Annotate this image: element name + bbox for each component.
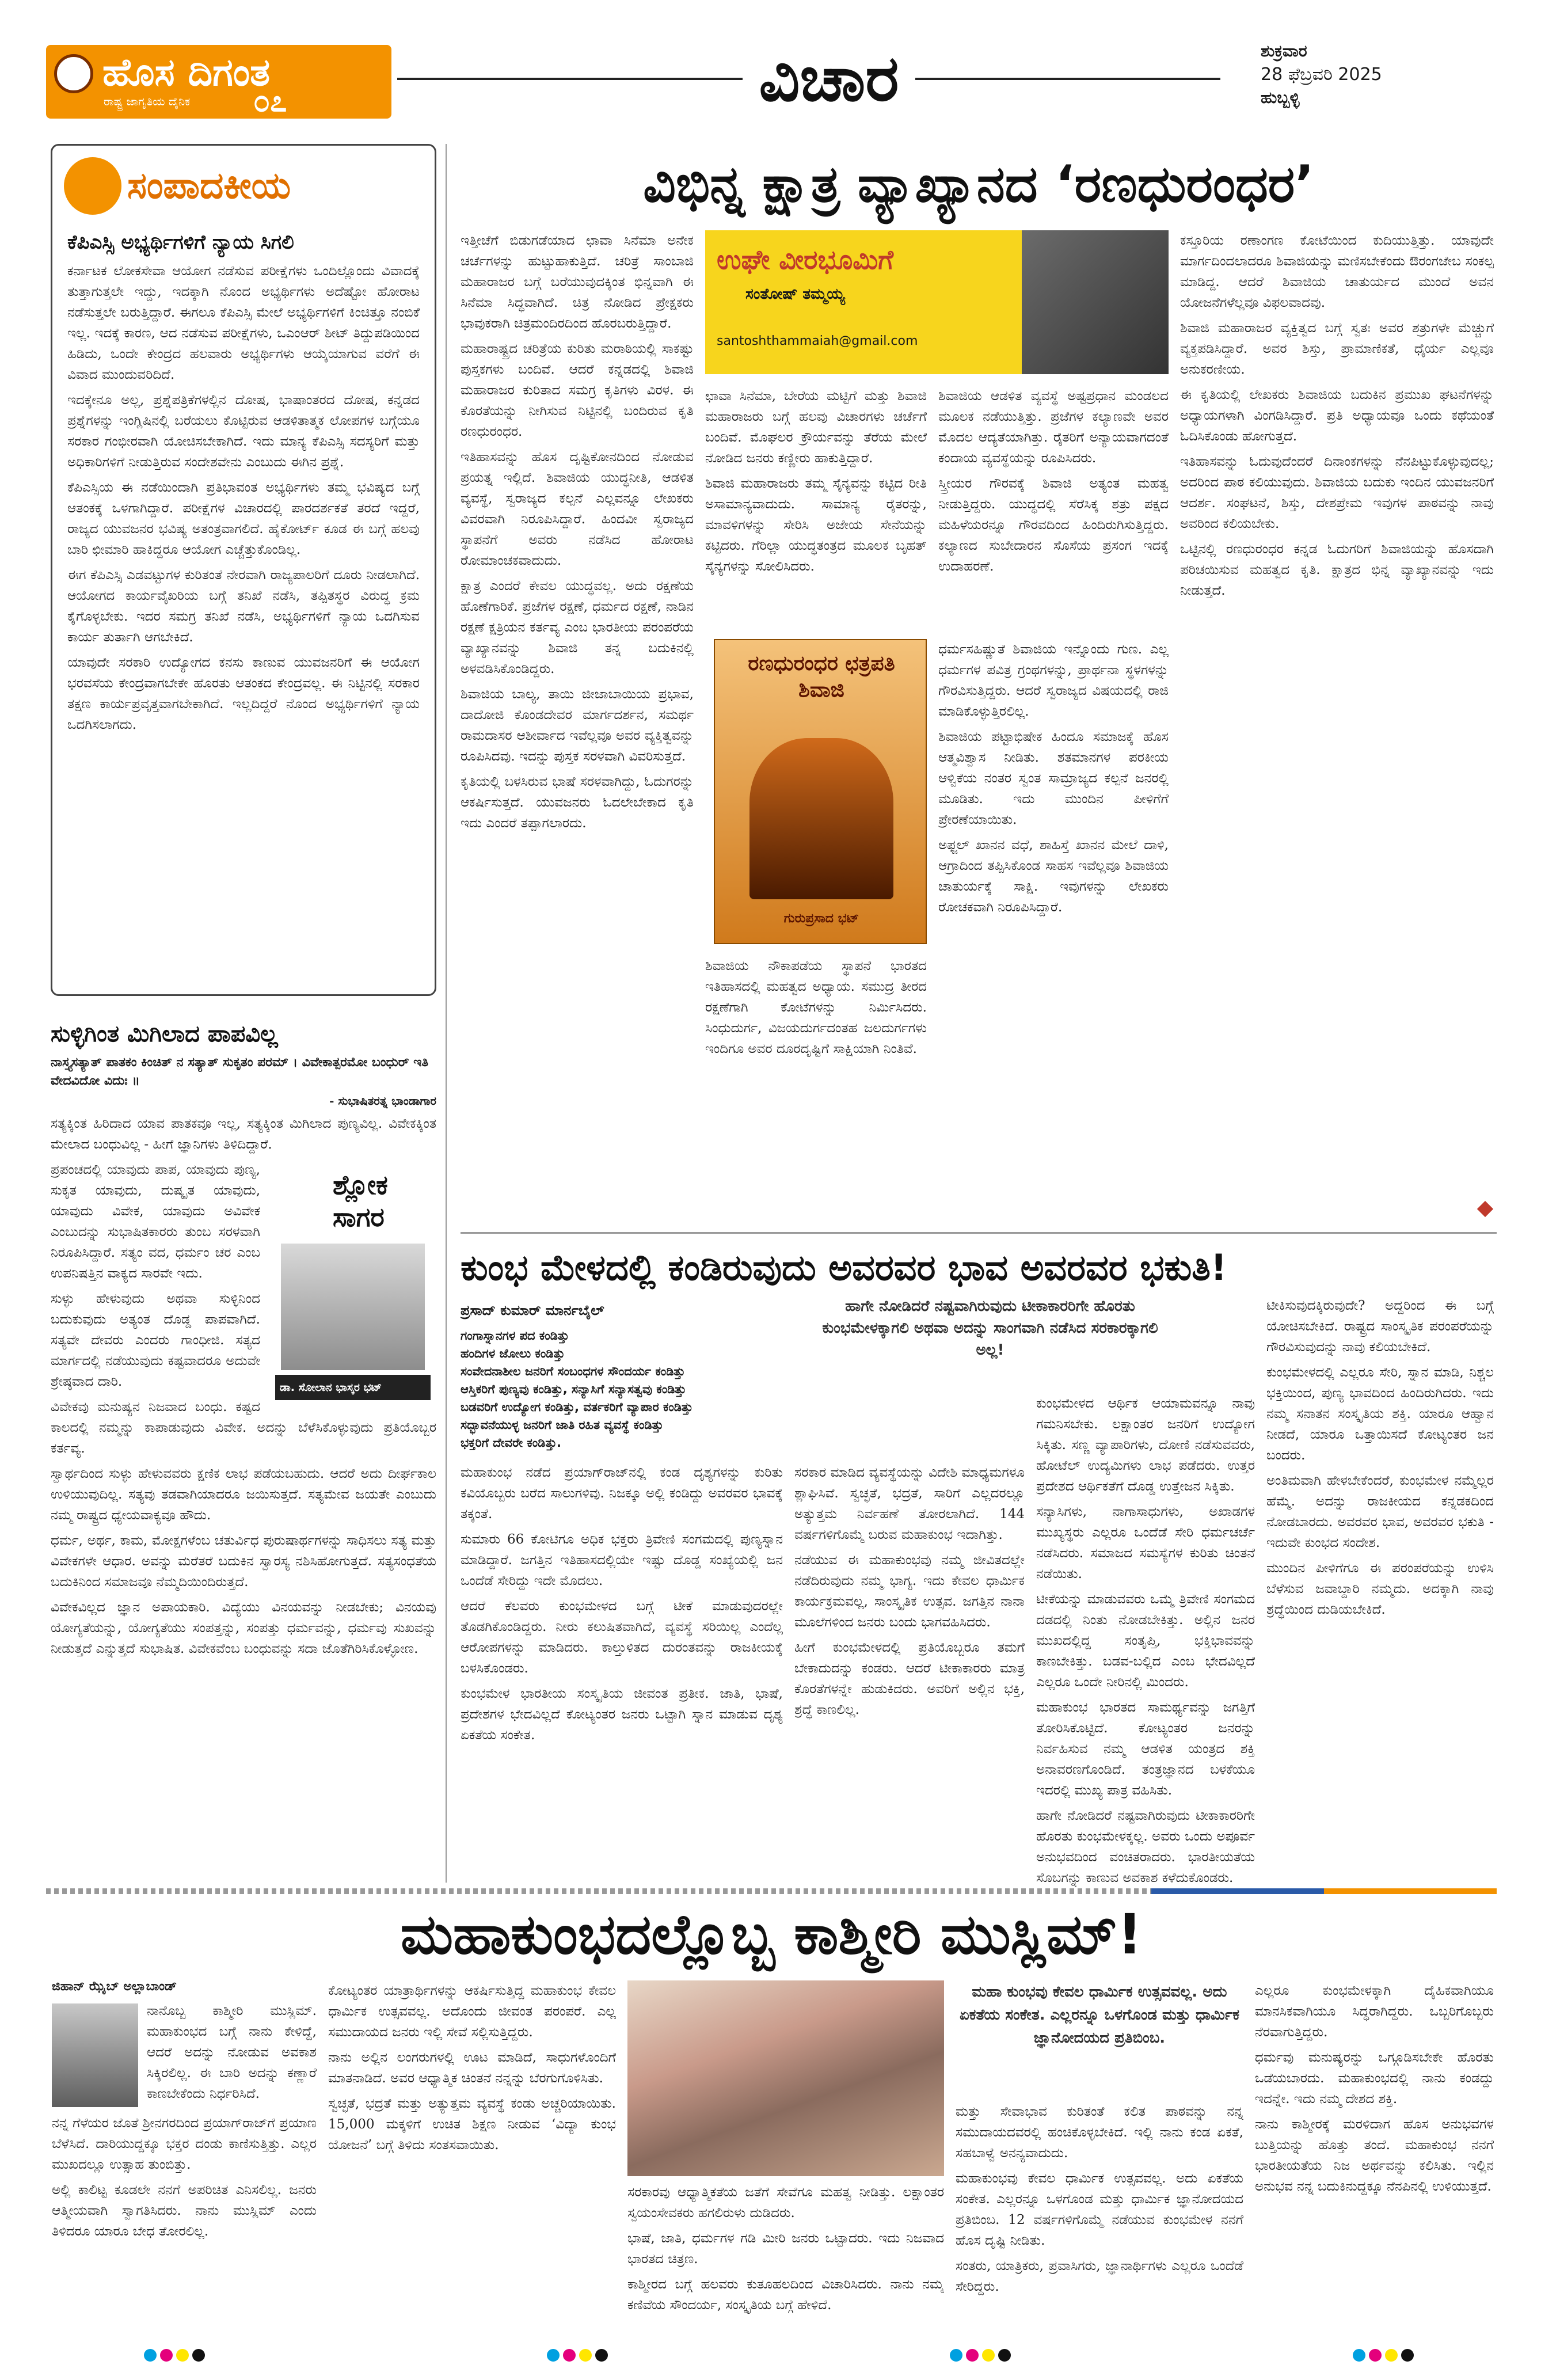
kashmiri-author-photo <box>52 2003 138 2107</box>
page-number: ೦೭ <box>253 84 287 119</box>
brand-logo <box>46 45 391 119</box>
date: 28 ಫೆಬ್ರವರಿ 2025 <box>1261 64 1382 85</box>
kashmiri-byline: ಜಿಹಾನ್ ಝೈಬ್ ಅಲ್ಲಾಬಾಂಡ್ <box>52 1979 177 1994</box>
feature-col-3: ಶಿವಾಜಿಯ ಆಡಳಿತ ವ್ಯವಸ್ಥೆ ಅಷ್ಟಪ್ರಧಾನ ಮಂಡಲದ ಮೂಲಕ ನಡೆಯುತ್ತಿತ್ತು. ಪ್ರಜೆಗಳ ಕಲ್ಯಾಣವೇ ಅವರ ಮೊದಲ ಆದ್ಯತೆಯಾಗಿತ್ತು. ರೈತರಿಗೆ ಅನ್ಯಾಯವಾಗದಂತೆ ಕಂದಾಯ ವ್ಯವಸ್ಥೆಯನ್ನು ರೂಪಿಸಿದರು. ಸ್ತ್ರೀಯರ ಗೌರವಕ್ಕೆ ಶಿವಾಜಿ ಅತ್ಯಂತ ಮಹತ್ವ ನೀಡುತ್ತಿದ್ದರು. ಯುದ್ಧದಲ್ಲಿ ಸೆರೆಸಿಕ್ಕ ಶತ್ರು ಪಕ್ಷದ ಮಹಿಳೆಯರನ್ನೂ ಗೌರವದಿಂದ ಹಿಂದಿರುಗಿಸುತ್ತಿದ್ದರು. ಕಲ್ಯಾಣದ ಸುಬೇದಾರನ ಸೊಸೆಯ ಪ್ರಸಂಗ ಇದಕ್ಕೆ ಉದಾಹರಣೆ. <box>938 389 1169 574</box>
shloka-body: ಸತ್ಯಕ್ಕಿಂತ ಹಿರಿದಾದ ಯಾವ ಪಾತಕವೂ ಇಲ್ಲ, ಸತ್ಯಕ್ಕಿಂತ ಮಿಗಿಲಾದ ಪುಣ್ಯವಿಲ್ಲ. ವಿವೇಕಕ್ಕಿಂತ ಮೇಲಾದ ಬಂಧುವಿಲ್ಲ - ಹೀಗೆ ಜ್ಞಾನಿಗಳು ತಿಳಿದಿದ್ದಾರೆ. ಶ್ಲೋಕ ಸಾಗರ ಡಾ. ಸೋಲಾನ ಭಾಸ್ಕರ ಭಟ್ ಪ್ರಪಂಚದಲ್ಲಿ ಯಾವುದು ಪಾಪ, ಯಾವುದು ಪುಣ್ಯ, ಸುಕೃತ ಯಾವುದು, ದುಷ್ಕೃತ ಯಾವುದು, ಯಾವುದು ವಿವೇಕ, ಯಾವುದು ಅವಿವೇಕ ಎಂಬುದನ್ನು ಸುಭಾಷಿತಕಾರರು ತುಂಬ ಸರಳವಾಗಿ ನಿರೂಪಿಸಿದ್ದಾರೆ. ಸತ್ಯಂ ವದ, ಧರ್ಮಂ ಚರ ಎಂಬ ಉಪನಿಷತ್ತಿನ ವಾಕ್ಯದ ಸಾರವೇ ಇದು. ಸುಳ್ಳು ಹೇಳುವುದು ಅಥವಾ ಸುಳ್ಳಿನಿಂದ ಬದುಕುವುದು ಅತ್ಯಂತ ದೊಡ್ಡ ಪಾಪವಾಗಿದೆ. ಸತ್ಯವೇ ದೇವರು ಎಂದರು ಗಾಂಧೀಜಿ. ಸತ್ಯದ ಮಾರ್ಗದಲ್ಲಿ ನಡೆಯುವುದು ಕಷ್ಟವಾದರೂ ಅದುವೇ ಶ್ರೇಷ್ಠವಾದ ದಾರಿ. ವಿವೇಕವು ಮನುಷ್ಯನ ನಿಜವಾದ ಬಂಧು. ಕಷ್ಟದ ಕಾಲದಲ್ಲಿ ನಮ್ಮನ್ನು ಕಾಪಾಡುವುದು ವಿವೇಕ. ಅದನ್ನು ಬೆಳೆಸಿಕೊಳ್ಳುವುದು ಪ್ರತಿಯೊಬ್ಬರ ಕರ್ತವ್ಯ. ಸ್ವಾರ್ಥದಿಂದ ಸುಳ್ಳು ಹೇಳುವವರು ಕ್ಷಣಿಕ ಲಾಭ ಪಡೆಯಬಹುದು. ಆದರೆ ಅದು ದೀರ್ಘಕಾಲ ಉಳಿಯುವುದಿಲ್ಲ. ಸತ್ಯವು ತಡವಾಗಿಯಾದರೂ ಜಯಿಸುತ್ತದೆ. ಸತ್ಯಮೇವ ಜಯತೇ ಎಂಬುದು ನಮ್ಮ ರಾಷ್ಟ್ರದ ಧ್ಯೇಯವಾಕ್ಯವೂ ಹೌದು. ಧರ್ಮ, ಅರ್ಥ, ಕಾಮ, ಮೋಕ್ಷಗಳೆಂಬ ಚತುರ್ವಿಧ ಪುರುಷಾರ್ಥಗಳನ್ನು ಸಾಧಿಸಲು ಸತ್ಯ ಮತ್ತು ವಿವೇಕಗಳೇ ಆಧಾರ. ಅವನ್ನು ಮರೆತರೆ ಬದುಕಿನ ಸ್ವಾರಸ್ಯ ನಶಿಸಿಹೋಗುತ್ತದೆ. ಸತ್ಯಸಂಧತೆಯ ಬದುಕಿನಿಂದ ಸಮಾಜವೂ ನೆಮ್ಮದಿಯಿಂದಿರುತ್ತದೆ. ವಿವೇಕವಿಲ್ಲದ ಜ್ಞಾನ ಅಪಾಯಕಾರಿ. ವಿದ್ಯೆಯು ವಿನಯವನ್ನು ನೀಡಬೇಕು; ವಿನಯವು ಯೋಗ್ಯತೆಯನ್ನು, ಯೋಗ್ಯತೆಯು ಸಂಪತ್ತನ್ನು, ಸಂಪತ್ತು ಧರ್ಮವನ್ನು, ಧರ್ಮವು ಸುಖವನ್ನು ನೀಡುತ್ತದೆ ಎನ್ನುತ್ತದೆ ಸುಭಾಷಿತ. ವಿವೇಕವೆಂಬ ಬಂಧುವನ್ನು ಸದಾ ಜೊತೆಗಿರಿಸಿಕೊಳ್ಳೋಣ. <box>51 1116 436 1656</box>
kumbha-col-4: ಟೀಕಿಸುವುದಕ್ಕಿರುವುದೇ? ಅದ್ದರಿಂದ ಈ ಬಗ್ಗೆ ಯೋಚಿಸಬೇಕಿದೆ. ರಾಷ್ಟ್ರದ ಸಾಂಸ್ಕೃತಿಕ ಪರಂಪರೆಯನ್ನು ಗೌರವಿಸುವುದನ್ನು ನಾವು ಕಲಿಯಬೇಕಿದೆ. ಕುಂಭಮೇಳದಲ್ಲಿ ಎಲ್ಲರೂ ಸೇರಿ, ಸ್ನಾನ ಮಾಡಿ, ನಿಶ್ಚಲ ಭಕ್ತಿಯಿಂದ, ಪುಣ್ಯ ಭಾವದಿಂದ ಹಿಂದಿರುಗಿದರು. ಇದು ನಮ್ಮ ಸನಾತನ ಸಂಸ್ಕೃತಿಯ ಶಕ್ತಿ. ಯಾರೂ ಆಹ್ವಾನ ನೀಡದೆ, ಯಾರೂ ಒತ್ತಾಯಿಸದೆ ಕೋಟ್ಯಂತರ ಜನ ಬಂದರು. ಅಂತಿಮವಾಗಿ ಹೇಳಬೇಕೆಂದರೆ, ಕುಂಭಮೇಳ ನಮ್ಮೆಲ್ಲರ ಹೆಮ್ಮೆ. ಅದನ್ನು ರಾಜಕೀಯದ ಕನ್ನಡಕದಿಂದ ನೋಡಬಾರದು. ಅವರವರ ಭಾವ, ಅವರವರ ಭಕುತಿ - ಇದುವೇ ಕುಂಭದ ಸಂದೇಶ. ಮುಂದಿನ ಪೀಳಿಗೆಗೂ ಈ ಪರಂಪರೆಯನ್ನು ಉಳಿಸಿ ಬೆಳೆಸುವ ಜವಾಬ್ದಾರಿ ನಮ್ಮದು. ಅದಕ್ಕಾಗಿ ನಾವು ಶ್ರದ್ಧೆಯಿಂದ ದುಡಿಯಬೇಕಿದೆ. <box>1266 1298 1494 1617</box>
feature-col-1: ಇತ್ತೀಚೆಗೆ ಬಿಡುಗಡೆಯಾದ ಛಾವಾ ಸಿನೆಮಾ ಅನೇಕ ಚರ್ಚೆಗಳನ್ನು ಹುಟ್ಟುಹಾಕುತ್ತಿದೆ. ಚರಿತ್ರೆ ಸಾಂಬಾಜಿ ಮಹಾರಾಜರ ಬಗ್ಗೆ ಬರೆಯುವುದಕ್ಕಿಂತ ಭಿನ್ನವಾಗಿ ಈ ಸಿನೆಮಾ ಸಿದ್ಧವಾಗಿದೆ. ಚಿತ್ರ ನೋಡಿದ ಪ್ರೇಕ್ಷಕರು ಭಾವುಕರಾಗಿ ಚಿತ್ರಮಂದಿರದಿಂದ ಹೊರಬರುತ್ತಿದ್ದಾರೆ. ಮಹಾರಾಷ್ಟ್ರದ ಚರಿತ್ರೆಯ ಕುರಿತು ಮರಾಠಿಯಲ್ಲಿ ಸಾಕಷ್ಟು ಪುಸ್ತಕಗಳು ಬಂದಿವೆ. ಆದರೆ ಕನ್ನಡದಲ್ಲಿ ಶಿವಾಜಿ ಮಹಾರಾಜರ ಕುರಿತಾದ ಸಮಗ್ರ ಕೃತಿಗಳು ವಿರಳ. ಈ ಕೊರತೆಯನ್ನು ನೀಗಿಸುವ ನಿಟ್ಟಿನಲ್ಲಿ ಬಂದಿರುವ ಕೃತಿ ರಣಧುರಂಧರ. ಇತಿಹಾಸವನ್ನು ಹೊಸ ದೃಷ್ಟಿಕೋನದಿಂದ ನೋಡುವ ಪ್ರಯತ್ನ ಇಲ್ಲಿದೆ. ಶಿವಾಜಿಯ ಯುದ್ಧನೀತಿ, ಆಡಳಿತ ವ್ಯವಸ್ಥೆ, ಸ್ವರಾಜ್ಯದ ಕಲ್ಪನೆ ಎಲ್ಲವನ್ನೂ ಲೇಖಕರು ವಿವರವಾಗಿ ನಿರೂಪಿಸಿದ್ದಾರೆ. ಹಿಂದವೀ ಸ್ವರಾಜ್ಯದ ಸ್ಥಾಪನೆಗೆ ಅವರು ನಡೆಸಿದ ಹೋರಾಟ ರೋಮಾಂಚಕವಾದುದು. ಕ್ಷಾತ್ರ ಎಂದರೆ ಕೇವಲ ಯುದ್ಧವಲ್ಲ. ಅದು ರಕ್ಷಣೆಯ ಹೊಣೆಗಾರಿಕೆ. ಪ್ರಜೆಗಳ ರಕ್ಷಣೆ, ಧರ್ಮದ ರಕ್ಷಣೆ, ನಾಡಿನ ರಕ್ಷಣೆ ಕ್ಷತ್ರಿಯನ ಕರ್ತವ್ಯ ಎಂಬ ಭಾರತೀಯ ಪರಂಪರೆಯ ವ್ಯಾಖ್ಯಾನವನ್ನು ಶಿವಾಜಿ ತನ್ನ ಬದುಕಿನಲ್ಲಿ ಅಳವಡಿಸಿಕೊಂಡಿದ್ದರು. ಶಿವಾಜಿಯ ಬಾಲ್ಯ, ತಾಯಿ ಜೀಜಾಬಾಯಿಯ ಪ್ರಭಾವ, ದಾದೋಜಿ ಕೊಂಡದೇವರ ಮಾರ್ಗದರ್ಶನ, ಸಮರ್ಥ ರಾಮದಾಸರ ಆಶೀರ್ವಾದ ಇವೆಲ್ಲವೂ ಅವರ ವ್ಯಕ್ತಿತ್ವವನ್ನು ರೂಪಿಸಿದವು. ಇದನ್ನು ಪುಸ್ತಕ ಸರಳವಾಗಿ ವಿವರಿಸುತ್ತದೆ. ಕೃತಿಯಲ್ಲಿ ಬಳಸಿರುವ ಭಾಷೆ ಸರಳವಾಗಿದ್ದು, ಓದುಗರನ್ನು ಆಕರ್ಷಿಸುತ್ತದೆ. ಯುವಜನರು ಓದಲೇಬೇಕಾದ ಕೃತಿ ಇದು ಎಂದರೆ ತಪ್ಪಾಗಲಾರದು. <box>461 233 694 831</box>
kumbha-byline: ಪ್ರಸಾದ್ ಕುಮಾರ್ ಮಾರ್ನಬೈಲ್ <box>461 1302 604 1318</box>
registration-marks-left <box>144 2349 208 2364</box>
kumbha-pull-quote: ಹಾಗೇ ನೋಡಿದರೆ ನಷ್ಟವಾಗಿರುವುದು ಟೀಕಾಕಾರರಿಗೇ ಹೊರತು ಕುಂಭಮೇಳಕ್ಕಾಗಲಿ ಅಥವಾ ಅದನ್ನು ಸಾಂಗವಾಗಿ ನಡೆಸಿದ ಸರಕಾರಕ್ಕಾಗಲಿ ಅಲ್ಲ! <box>822 1298 1158 1359</box>
kumbha-col-2 <box>806 1393 1025 1497</box>
editorial-box <box>51 144 436 996</box>
kashmiri-col-1: ನಾನೊಬ್ಬ ಕಾಶ್ಮೀರಿ ಮುಸ್ಲಿಮ್. ಮಹಾಕುಂಭದ ಬಗ್ಗೆ ನಾನು ಕೇಳಿದ್ದೆ, ಆದರೆ ಅದನ್ನು ನೋಡುವ ಅವಕಾಶ ಸಿಕ್ಕಿರಲಿಲ್ಲ. ಈ ಬಾರಿ ಅದನ್ನು ಕಣ್ಣಾರೆ ಕಾಣಬೇಕೆಂದು ನಿರ್ಧರಿಸಿದೆ. <box>147 2003 317 2101</box>
editorial-headline: ಕೆಪಿಎಸ್ಸಿ ಅಭ್ಯರ್ಥಿಗಳಿಗೆ ನ್ಯಾಯ ಸಿಗಲಿ <box>67 231 294 254</box>
kashmiri-col-3: ಸರಕಾರವು ಆಧ್ಯಾತ್ಮಿಕತೆಯ ಜತೆಗೆ ಸೇವೆಗೂ ಮಹತ್ವ ನೀಡಿತ್ತು. ಲಕ್ಷಾಂತರ ಸ್ವಯಂಸೇವಕರು ಹಗಲಿರುಳು ದುಡಿದರು. ಭಾಷೆ, ಜಾತಿ, ಧರ್ಮಗಳ ಗಡಿ ಮೀರಿ ಜನರು ಒಟ್ಟಾದರು. ಇದು ನಿಜವಾದ ಭಾರತದ ಚಿತ್ರಣ. ಕಾಶ್ಮೀರದ ಬಗ್ಗೆ ಹಲವರು ಕುತೂಹಲದಿಂದ ವಿಚಾರಿಸಿದರು. ನಾನು ನಮ್ಮ ಕಣಿವೆಯ ಸೌಂದರ್ಯ, ಸಂಸ್ಕೃತಿಯ ಬಗ್ಗೆ ಹೇಳಿದೆ. <box>627 2185 944 2313</box>
author-photo <box>1022 230 1169 374</box>
kashmiri-headline: ಮಹಾಕುಂಭದಲ್ಲೊಬ್ಬ ಕಾಶ್ಮೀರಿ ಮುಸ್ಲಿಮ್! <box>400 1902 1143 1967</box>
column-title: ಉಘೇ ವೀರಭೂಮಿಗೆ <box>717 244 893 275</box>
kumbha-poem: ಗಂಗಾಸ್ನಾನಗಳ ಪದ ಕಂಡಿತ್ತು ಹಂದಿಗಳ ಜೋಲು ಕಂಡಿತ್ತು ಸಂವೇದನಾಶೀಲ ಜನರಿಗೆ ಸಂಬಂಧಗಳ ಸೌಂದರ್ಯ ಕಂಡಿತ್ತು ಆಸ್ತಿಕರಿಗೆ ಪುಣ್ಯವು ಕಂಡಿತ್ತು, ಸನ್ಯಾಸಿಗೆ ಸನ್ಯಾಸತ್ವವು ಕಂಡಿತ್ತು ಬಡವರಿಗೆ ಉದ್ಯೋಗ ಕಂಡಿತ್ತು, ವರ್ತಕರಿಗೆ ವ್ಯಾಪಾರ ಕಂಡಿತ್ತು ಸದ್ಭಾವನೆಯುಳ್ಳ ಜನರಿಗೆ ಜಾತಿ ರಹಿತ ವ್ಯವಸ್ಥೆ ಕಂಡಿತ್ತು ಭಕ್ತರಿಗೆ ದೇವರೇ ಕಂಡಿತ್ತು. <box>461 1329 693 1450</box>
registration-marks-mid2 <box>950 2349 1014 2364</box>
kumbha-col-3: ಕುಂಭಮೇಳದ ಆರ್ಥಿಕ ಆಯಾಮವನ್ನೂ ನಾವು ಗಮನಿಸಬೇಕು. ಲಕ್ಷಾಂತರ ಜನರಿಗೆ ಉದ್ಯೋಗ ಸಿಕ್ಕಿತು. ಸಣ್ಣ ವ್ಯಾಪಾರಿಗಳು, ದೋಣಿ ನಡೆಸುವವರು, ಹೋಟೆಲ್ ಉದ್ಯಮಿಗಳು ಲಾಭ ಪಡೆದರು. ಉತ್ತರ ಪ್ರದೇಶದ ಆರ್ಥಿಕತೆಗೆ ದೊಡ್ಡ ಉತ್ತೇಜನ ಸಿಕ್ಕಿತು. ಸನ್ಯಾಸಿಗಳು, ನಾಗಾಸಾಧುಗಳು, ಅಖಾಡಗಳ ಮುಖ್ಯಸ್ಥರು ಎಲ್ಲರೂ ಒಂದೆಡೆ ಸೇರಿ ಧರ್ಮಚರ್ಚೆ ನಡೆಸಿದರು. ಸಮಾಜದ ಸಮಸ್ಯೆಗಳ ಕುರಿತು ಚಿಂತನೆ ನಡೆಯಿತು. ಟೀಕೆಯನ್ನು ಮಾಡುವವರು ಒಮ್ಮೆ ತ್ರಿವೇಣಿ ಸಂಗಮದ ದಡದಲ್ಲಿ ನಿಂತು ನೋಡಬೇಕಿತ್ತು. ಅಲ್ಲಿನ ಜನರ ಮುಖದಲ್ಲಿದ್ದ ಸಂತೃಪ್ತಿ, ಭಕ್ತಿಭಾವವನ್ನು ಕಾಣಬೇಕಿತ್ತು. ಬಡವ-ಬಲ್ಲಿದ ಎಂಬ ಭೇದವಿಲ್ಲದೆ ಎಲ್ಲರೂ ಒಂದೇ ನೀರಿನಲ್ಲಿ ಮಿಂದರು. ಮಹಾಕುಂಭ ಭಾರತದ ಸಾಮರ್ಥ್ಯವನ್ನು ಜಗತ್ತಿಗೆ ತೋರಿಸಿಕೊಟ್ಟಿದೆ. ಕೋಟ್ಯಂತರ ಜನರನ್ನು ನಿರ್ವಹಿಸುವ ನಮ್ಮ ಆಡಳಿತ ಯಂತ್ರದ ಶಕ್ತಿ ಅನಾವರಣಗೊಂಡಿದೆ. ತಂತ್ರಜ್ಞಾನದ ಬಳಕೆಯೂ ಇದರಲ್ಲಿ ಮುಖ್ಯ ಪಾತ್ರ ವಹಿಸಿತು. ಹಾಗೇ ನೋಡಿದರೆ ನಷ್ಟವಾಗಿರುವುದು ಟೀಕಾಕಾರರಿಗೇ ಹೊರತು ಕುಂಭಮೇಳಕ್ಕಲ್ಲ. ಅವರು ಒಂದು ಅಪೂರ್ವ ಅನುಭವದಿಂದ ವಂಚಿತರಾದರು. ಭಾರತೀಯತೆಯ ಸೊಬಗನ್ನು ಕಾಣುವ ಅವಕಾಶ ಕಳೆದುಕೊಂಡರು. <box>1036 1396 1255 1885</box>
kumbha-col-1a: ಮಹಾಕುಂಭ ನಡೆದ ಪ್ರಯಾಗ್‌ರಾಜ್‌ನಲ್ಲಿ ಕಂಡ ದೃಶ್ಯಗಳನ್ನು ಕುರಿತು ಕವಿಯೊಬ್ಬರು ಬರೆದ ಸಾಲುಗಳಿವು. ನಿಜಕ್ಕೂ ಅಲ್ಲಿ ಕಂಡಿದ್ದು ಅವರವರ ಭಾವಕ್ಕೆ ತಕ್ಕಂತೆ. ಸುಮಾರು 66 ಕೋಟಿಗೂ ಅಧಿಕ ಭಕ್ತರು ತ್ರಿವೇಣಿ ಸಂಗಮದಲ್ಲಿ ಪುಣ್ಯಸ್ನಾನ ಮಾಡಿದ್ದಾರೆ. ಜಗತ್ತಿನ ಇತಿಹಾಸದಲ್ಲಿಯೇ ಇಷ್ಟು ದೊಡ್ಡ ಸಂಖ್ಯೆಯಲ್ಲಿ ಜನ ಒಂದೆಡೆ ಸೇರಿದ್ದು ಇದೇ ಮೊದಲು. ಆದರೆ ಕೆಲವರು ಕುಂಭಮೇಳದ ಬಗ್ಗೆ ಟೀಕೆ ಮಾಡುವುದರಲ್ಲೇ ತೊಡಗಿಕೊಂಡಿದ್ದರು. ನೀರು ಕಲುಷಿತವಾಗಿದೆ, ವ್ಯವಸ್ಥೆ ಸರಿಯಿಲ್ಲ ಎಂದೆಲ್ಲ ಆರೋಪಗಳನ್ನು ಮಾಡಿದರು. ಕಾಲ್ತುಳಿತದ ದುರಂತವನ್ನು ರಾಜಕೀಯಕ್ಕೆ ಬಳಸಿಕೊಂಡರು. ಕುಂಭಮೇಳ ಭಾರತೀಯ ಸಂಸ್ಕೃತಿಯ ಜೀವಂತ ಪ್ರತೀಕ. ಜಾತಿ, ಭಾಷೆ, ಪ್ರದೇಶಗಳ ಭೇದವಿಲ್ಲದೆ ಕೋಟ್ಯಂತರ ಜನರು ಒಟ್ಟಾಗಿ ಸ್ನಾನ ಮಾಡುವ ದೃಶ್ಯ ಏಕತೆಯ ಸಂಕೇತ. <box>461 1465 783 1743</box>
kumbha-headline: ಕುಂಭ ಮೇಳದಲ್ಲಿ ಕಂಡಿರುವುದು ಅವರವರ ಭಾವ ಅವರವರ ಭಕುತಿ! <box>461 1246 1227 1288</box>
kumbh-crowd-photo <box>627 1980 944 2176</box>
shloka-verse: ನಾಸ್ತ್ಯಸತ್ಯಾತ್ ಪಾತಕಂ ಕಿಂಚಿತ್ ನ ಸತ್ಯಾತ್ ಸುಕೃತಂ ಪರಮ್ । ವಿವೇಕಾತ್ಪರಮೋ ಬಂಧುರ್ ಇತಿ ವೇದವಿದೋ ವಿದುಃ ॥ <box>51 1055 429 1088</box>
kashmiri-col-5: ಎಲ್ಲರೂ ಕುಂಭಮೇಳಕ್ಕಾಗಿ ದೈಹಿಕವಾಗಿಯೂ ಮಾನಸಿಕವಾಗಿಯೂ ಸಿದ್ಧರಾಗಿದ್ದರು. ಒಬ್ಬರಿಗೊಬ್ಬರು ನೆರವಾಗುತ್ತಿದ್ದರು. ಧರ್ಮವು ಮನುಷ್ಯರನ್ನು ಒಗ್ಗೂಡಿಸಬೇಕೇ ಹೊರತು ಒಡೆಯಬಾರದು. ಮಹಾಕುಂಭದಲ್ಲಿ ನಾನು ಕಂಡದ್ದು ಇದನ್ನೇ. ಇದು ನಮ್ಮ ದೇಶದ ಶಕ್ತಿ. ನಾನು ಕಾಶ್ಮೀರಕ್ಕೆ ಮರಳಿದಾಗ ಹೊಸ ಅನುಭವಗಳ ಬುತ್ತಿಯನ್ನು ಹೊತ್ತು ತಂದೆ. ಮಹಾಕುಂಭ ನನಗೆ ಭಾರತೀಯತೆಯ ನಿಜ ಅರ್ಥವನ್ನು ಕಲಿಸಿತು. ಇಲ್ಲಿನ ಅನುಭವ ನನ್ನ ಬದುಕಿನುದ್ದಕ್ಕೂ ನೆನಪಿನಲ್ಲಿ ಉಳಿಯುತ್ತದೆ. <box>1255 1983 1494 2194</box>
kashmiri-col-4: ಮತ್ತು ಸೇವಾಭಾವ ಕುರಿತಂತೆ ಕಲಿತ ಪಾಠವನ್ನು ನನ್ನ ಸಮುದಾಯದವರಲ್ಲಿ ಹಂಚಿಕೊಳ್ಳಬೇಕಿದೆ. ಇಲ್ಲಿ ನಾನು ಕಂಡ ಏಕತೆ, ಸಹಬಾಳ್ವೆ ಅನನ್ಯವಾದುದು. ಮಹಾಕುಂಭವು ಕೇವಲ ಧಾರ್ಮಿಕ ಉತ್ಸವವಲ್ಲ. ಅದು ಏಕತೆಯ ಸಂಕೇತ. ಎಲ್ಲರನ್ನೂ ಒಳಗೊಂಡ ಮತ್ತು ಧಾರ್ಮಿಕ ಜ್ಞಾನೋದಯದ ಪ್ರತಿಬಿಂಬ. 12 ವರ್ಷಗಳಿಗೊಮ್ಮೆ ನಡೆಯುವ ಕುಂಭಮೇಳ ನನಗೆ ಹೊಸ ದೃಷ್ಟಿ ನೀಡಿತು. ಸಂತರು, ಯಾತ್ರಿಕರು, ಪ್ರವಾಸಿಗರು, ಜ್ಞಾನಾರ್ಥಿಗಳು ಎಲ್ಲರೂ ಒಂದೆಡೆ ಸೇರಿದ್ದರು. <box>956 2104 1243 2294</box>
section-title: ವಿಚಾರ <box>759 41 899 115</box>
kashmiri-col-1b: ನನ್ನ ಗೆಳೆಯರ ಜೊತೆ ಶ್ರೀನಗರದಿಂದ ಪ್ರಯಾಗ್‌ರಾಜ್‌ಗೆ ಪ್ರಯಾಣ ಬೆಳೆಸಿದೆ. ದಾರಿಯುದ್ದಕ್ಕೂ ಭಕ್ತರ ದಂಡು ಕಾಣಿಸುತ್ತಿತ್ತು. ಎಲ್ಲರ ಮುಖದಲ್ಲೂ ಉತ್ಸಾಹ ತುಂಬಿತ್ತು. ಅಲ್ಲಿ ಕಾಲಿಟ್ಟ ಕೂಡಲೇ ನನಗೆ ಅಪರಿಚಿತ ಎನಿಸಲಿಲ್ಲ. ಜನರು ಆತ್ಮೀಯವಾಗಿ ಸ್ವಾಗತಿಸಿದರು. ನಾನು ಮುಸ್ಲಿಮ್ ಎಂದು ತಿಳಿದರೂ ಯಾರೂ ಬೇಧ ತೋರಲಿಲ್ಲ. <box>52 2116 317 2239</box>
registration-marks-mid <box>547 2349 611 2364</box>
shloka-headline: ಸುಳ್ಳಿಗಿಂತ ಮಿಗಿಲಾದ ಪಾಪವಿಲ್ಲ <box>51 1021 278 1047</box>
editorial-body: ಕರ್ನಾಟಕ ಲೋಕಸೇವಾ ಆಯೋಗ ನಡೆಸುವ ಪರೀಕ್ಷೆಗಳು ಒಂದಿಲ್ಲೊಂದು ವಿವಾದಕ್ಕೆ ತುತ್ತಾಗುತ್ತಲೇ ಇದ್ದು, ಇದಕ್ಕಾಗಿ ನೊಂದ ಅಭ್ಯರ್ಥಿಗಳು ಅದೆಷ್ಟೋ ಹೋರಾಟ ನಡೆಸುತ್ತಲೇ ಬರುತ್ತಿದ್ದಾರೆ. ಈಗಲೂ ಕೆಪಿಎಸ್ಸಿ ಮೇಲೆ ಅಭ್ಯರ್ಥಿಗಳಿಗೆ ಕಿಂಚಿತ್ತೂ ನಂಬಿಕೆ ಇಲ್ಲ. ಇದಕ್ಕೆ ಕಾರಣ, ಆದ ನಡೆಸುವ ಪರೀಕ್ಷೆಗಳು, ಒಎಂಆರ್ ಶೀಟ್ ತಿದ್ದುಪಡಿಯಿಂದ ಹಿಡಿದು, ಒಂದೇ ಕೇಂದ್ರದ ಹಲವಾರು ಅಭ್ಯರ್ಥಿಗಳು ಆಯ್ಕೆಯಾಗುವ ವರೆಗೆ ಈ ವಿವಾದ ಮುಂದುವರಿದಿದೆ. ಇದಕ್ಕೇನೂ ಅಲ್ಲ, ಪ್ರಶ್ನೆಪತ್ರಿಕೆಗಳಲ್ಲಿನ ದೋಷ, ಭಾಷಾಂತರದ ದೋಷ, ಕನ್ನಡದ ಪ್ರಶ್ನೆಗಳನ್ನು ಇಂಗ್ಲಿಷಿನಲ್ಲಿ ಬರೆಯಲು ಕೊಟ್ಟಿರುವ ಆಡಳಿತಾತ್ಮಕ ಲೋಪಗಳ ಬಗ್ಗೆಯೂ ಸರಕಾರ ಗಂಭೀರವಾಗಿ ಯೋಚಿಸಬೇಕಾಗಿದೆ. ಇದು ಮಾನ್ಯ ಕೆಪಿಎಸ್ಸಿ ಸದಸ್ಯರಿಗೆ ಮತ್ತು ಅಧಿಕಾರಿಗಳಿಗೆ ನೀಡುತ್ತಿರುವ ಸಂದೇಶವೇನು ಎಂಬುದು ಈಗಿನ ಪ್ರಶ್ನೆ. ಕೆಪಿಎಸ್ಸಿಯ ಈ ನಡೆಯಿಂದಾಗಿ ಪ್ರತಿಭಾವಂತ ಅಭ್ಯರ್ಥಿಗಳು ತಮ್ಮ ಭವಿಷ್ಯದ ಬಗ್ಗೆ ಆತಂಕಕ್ಕೆ ಒಳಗಾಗಿದ್ದಾರೆ. ಪರೀಕ್ಷೆಗಳ ವಿಚಾರದಲ್ಲಿ ಪಾರದರ್ಶಕತೆ ತರದೆ ಇದ್ದರೆ, ರಾಜ್ಯದ ಯುವಜನರ ಭವಿಷ್ಯ ಅತಂತ್ರವಾಗಲಿದೆ. ಹೈಕೋರ್ಟ್ ಕೂಡ ಈ ಬಗ್ಗೆ ಹಲವು ಬಾರಿ ಛೀಮಾರಿ ಹಾಕಿದ್ದರೂ ಆಯೋಗ ಎಚ್ಚೆತ್ತುಕೊಂಡಿಲ್ಲ. ಈಗ ಕೆಪಿಎಸ್ಸಿ ಎಡವಟ್ಟುಗಳ ಕುರಿತಂತೆ ನೇರವಾಗಿ ರಾಜ್ಯಪಾಲರಿಗೆ ದೂರು ನೀಡಲಾಗಿದೆ. ಆಯೋಗದ ಕಾರ್ಯವೈಖರಿಯ ಬಗ್ಗೆ ತನಿಖೆ ನಡೆಸಿ, ತಪ್ಪಿತಸ್ಥರ ವಿರುದ್ಧ ಕ್ರಮ ಕೈಗೊಳ್ಳಬೇಕು. ಇದರ ಸಮಗ್ರ ತನಿಖೆ ನಡೆಸಿ, ಅಭ್ಯರ್ಥಿಗಳಿಗೆ ನ್ಯಾಯ ಒದಗಿಸುವ ಕಾರ್ಯ ತುರ್ತಾಗಿ ಆಗಬೇಕಿದೆ. ಯಾವುದೇ ಸರಕಾರಿ ಉದ್ಯೋಗದ ಕನಸು ಕಾಣುವ ಯುವಜನರಿಗೆ ಈ ಆಯೋಗ ಭರವಸೆಯ ಕೇಂದ್ರವಾಗಬೇಕೇ ಹೊರತು ಆತಂಕದ ಕೇಂದ್ರವಲ್ಲ. ಈ ನಿಟ್ಟಿನಲ್ಲಿ ಸರಕಾರ ತಕ್ಷಣ ಕಾರ್ಯಪ್ರವೃತ್ತವಾಗಬೇಕಾಗಿದೆ. ಇಲ್ಲದಿದ್ದರೆ ನೊಂದ ಅಭ್ಯರ್ಥಿಗಳಿಗೆ ನ್ಯಾಯ ಒದಗಿಸಲಾಗದು. <box>67 264 420 732</box>
kashmiri-col-2: ಕೋಟ್ಯಂತರ ಯಾತ್ರಾರ್ಥಿಗಳನ್ನು ಆಕರ್ಷಿಸುತ್ತಿದ್ದ ಮಹಾಕುಂಭ ಕೇವಲ ಧಾರ್ಮಿಕ ಉತ್ಸವವಲ್ಲ. ಅದೊಂದು ಜೀವಂತ ಪರಂಪರೆ. ಎಲ್ಲ ಸಮುದಾಯದ ಜನರು ಇಲ್ಲಿ ಸೇವೆ ಸಲ್ಲಿಸುತ್ತಿದ್ದರು. ನಾನು ಅಲ್ಲಿನ ಲಂಗರುಗಳಲ್ಲಿ ಊಟ ಮಾಡಿದೆ, ಸಾಧುಗಳೊಂದಿಗೆ ಮಾತನಾಡಿದೆ. ಅವರ ಆಧ್ಯಾತ್ಮಿಕ ಚಿಂತನೆ ನನ್ನನ್ನು ಬೆರಗುಗೊಳಿಸಿತು. ಸ್ವಚ್ಛತೆ, ಭದ್ರತೆ ಮತ್ತು ಅತ್ಯುತ್ತಮ ವ್ಯವಸ್ಥೆ ಕಂಡು ಅಚ್ಚರಿಯಾಯಿತು. 15,000 ಮಕ್ಕಳಿಗೆ ಉಚಿತ ಶಿಕ್ಷಣ ನೀಡುವ ‘ವಿದ್ಯಾ ಕುಂಭ ಯೋಜನೆ’ ಬಗ್ಗೆ ತಿಳಿದು ಸಂತಸವಾಯಿತು. <box>328 1983 616 2153</box>
city: ಹುಬ್ಬಳ್ಳಿ <box>1261 88 1300 107</box>
book-title: ರಣಧುರಂಧರ ಛತ್ರಪತಿ ಶಿವಾಜಿ <box>748 652 895 702</box>
shloka-section <box>51 1019 436 1877</box>
registration-marks-right <box>1353 2349 1417 2364</box>
column-email: santoshthammaiah@gmail.com <box>717 334 918 348</box>
book-illustration <box>749 738 893 899</box>
shloka-badge <box>269 1163 436 1405</box>
color-band <box>1151 1888 1497 1894</box>
feature-headline: ವಿಭಿನ್ನ ಕ್ಷಾತ್ರ ವ್ಯಾಖ್ಯಾನದ ‘ರಣಧುರಂಧರ’ <box>643 154 1314 214</box>
kumbha-col-1b: ಸರಕಾರ ಮಾಡಿದ ವ್ಯವಸ್ಥೆಯನ್ನು ವಿದೇಶಿ ಮಾಧ್ಯಮಗಳೂ ಶ್ಲಾಘಿಸಿವೆ. ಸ್ವಚ್ಛತೆ, ಭದ್ರತೆ, ಸಾರಿಗೆ ಎಲ್ಲದರಲ್ಲೂ ಅತ್ಯುತ್ತಮ ನಿರ್ವಹಣೆ ತೋರಲಾಗಿದೆ. 144 ವರ್ಷಗಳಿಗೊಮ್ಮೆ ಬರುವ ಮಹಾಕುಂಭ ಇದಾಗಿತ್ತು. ನಡೆಯುವ ಈ ಮಹಾಕುಂಭವು ನಮ್ಮ ಜೀವಿತದಲ್ಲೇ ನಡೆದಿರುವುದು ನಮ್ಮ ಭಾಗ್ಯ. ಇದು ಕೇವಲ ಧಾರ್ಮಿಕ ಕಾರ್ಯಕ್ರಮವಲ್ಲ, ಸಾಂಸ್ಕೃತಿಕ ಉತ್ಸವ. ಜಗತ್ತಿನ ನಾನಾ ಮೂಲೆಗಳಿಂದ ಜನರು ಬಂದು ಭಾಗವಹಿಸಿದರು. ಹೀಗೆ ಕುಂಭಮೇಳದಲ್ಲಿ ಪ್ರತಿಯೊಬ್ಬರೂ ತಮಗೆ ಬೇಕಾದುದನ್ನು ಕಂಡರು. ಆದರೆ ಟೀಕಾಕಾರರು ಮಾತ್ರ ಕೊರತೆಗಳನ್ನೇ ಹುಡುಕಿದರು. ಅವರಿಗೆ ಅಲ್ಲಿನ ಭಕ್ತಿ, ಶ್ರದ್ಧೆ ಕಾಣಲಿಲ್ಲ. <box>794 1465 1025 1717</box>
feature-col-2b: ಧರ್ಮಸಹಿಷ್ಣುತೆ ಶಿವಾಜಿಯ ಇನ್ನೊಂದು ಗುಣ. ಎಲ್ಲ ಧರ್ಮಗಳ ಪವಿತ್ರ ಗ್ರಂಥಗಳನ್ನು, ಪ್ರಾರ್ಥನಾ ಸ್ಥಳಗಳನ್ನು ಗೌರವಿಸುತ್ತಿದ್ದರು. ಆದರೆ ಸ್ವರಾಜ್ಯದ ವಿಷಯದಲ್ಲಿ ರಾಜಿ ಮಾಡಿಕೊಳ್ಳುತ್ತಿರಲಿಲ್ಲ. ಶಿವಾಜಿಯ ಪಟ್ಟಾಭಿಷೇಕ ಹಿಂದೂ ಸಮಾಜಕ್ಕೆ ಹೊಸ ಆತ್ಮವಿಶ್ವಾಸ ನೀಡಿತು. ಶತಮಾನಗಳ ಪರಕೀಯ ಆಳ್ವಿಕೆಯ ನಂತರ ಸ್ವಂತ ಸಾಮ್ರಾಜ್ಯದ ಕಲ್ಪನೆ ಜನರಲ್ಲಿ ಮೂಡಿತು. ಇದು ಮುಂದಿನ ಪೀಳಿಗೆಗೆ ಪ್ರೇರಣೆಯಾಯಿತು. ಅಫ್ಜಲ್ ಖಾನನ ವಧೆ, ಶಾಹಿಸ್ತೆ ಖಾನನ ಮೇಲೆ ದಾಳಿ, ಆಗ್ರಾದಿಂದ ತಪ್ಪಿಸಿಕೊಂಡ ಸಾಹಸ ಇವೆಲ್ಲವೂ ಶಿವಾಜಿಯ ಚಾತುರ್ಯಕ್ಕೆ ಸಾಕ್ಷಿ. ಇವುಗಳನ್ನು ಲೇಖಕರು ರೋಚಕವಾಗಿ ನಿರೂಪಿಸಿದ್ದಾರೆ. <box>938 642 1169 915</box>
brand-emblem-icon <box>54 54 93 93</box>
book-author: ಗುರುಪ್ರಸಾದ ಭಟ್ <box>783 911 859 926</box>
book-cover <box>714 639 927 944</box>
day: ಶುಕ್ರವಾರ <box>1261 41 1307 60</box>
editorial-label: ಸಂಪಾದಕೀಯ <box>127 165 291 207</box>
kashmiri-pull-quote: ಮಹಾ ಕುಂಭವು ಕೇವಲ ಧಾರ್ಮಿಕ ಉತ್ಸವವಲ್ಲ. ಅದು ಏಕತೆಯ ಸಂಕೇತ. ಎಲ್ಲರನ್ನೂ ಒಳಗೊಂಡ ಮತ್ತು ಧಾರ್ಮಿಕ ಜ್ಞಾನೋದಯದ ಪ್ರತಿಬಿಂಬ. <box>959 1983 1240 2047</box>
column-banner <box>705 230 1169 374</box>
feature-col-2: ಛಾವಾ ಸಿನೆಮಾ, ಬೇರೆಯ ಮಟ್ಟಿಗೆ ಮತ್ತು ಶಿವಾಜಿ ಮಹಾರಾಜರು ಬಗ್ಗೆ ಹಲವು ವಿಚಾರಗಳು ಚರ್ಚೆಗೆ ಬಂದಿವೆ. ಮೊಘಲರ ಕ್ರೌರ್ಯವನ್ನು ತೆರೆಯ ಮೇಲೆ ನೋಡಿದ ಜನರು ಕಣ್ಣೀರು ಹಾಕುತ್ತಿದ್ದಾರೆ. ಶಿವಾಜಿ ಮಹಾರಾಜರು ತಮ್ಮ ಸೈನ್ಯವನ್ನು ಕಟ್ಟಿದ ರೀತಿ ಅಸಾಮಾನ್ಯವಾದುದು. ಸಾಮಾನ್ಯ ರೈತರನ್ನು, ಮಾವಳಿಗಳನ್ನು ಸೇರಿಸಿ ಅಜೇಯ ಸೇನೆಯನ್ನು ಕಟ್ಟಿದರು. ಗೆರಿಲ್ಲಾ ಯುದ್ಧತಂತ್ರದ ಮೂಲಕ ಬೃಹತ್ ಸೈನ್ಯಗಳನ್ನು ಸೋಲಿಸಿದರು. <box>705 389 927 574</box>
brand-name: ಹೊಸ ದಿಗಂತ <box>102 50 271 94</box>
masthead <box>46 35 1497 138</box>
editorial-logo-icon <box>64 157 121 215</box>
columnist-photo <box>281 1244 425 1370</box>
shloka-source: - ಸುಭಾಷಿತರತ್ನ ಭಾಂಡಾಗಾರ <box>329 1094 436 1108</box>
badge-title: ಶ್ಲೋಕ ಸಾಗರ <box>333 1169 388 1233</box>
brand-tagline: ರಾಷ್ಟ್ರ ಜಾಗೃತಿಯ ದೈನಿಕ <box>104 94 191 108</box>
feature-col-2c: ಶಿವಾಜಿಯ ನೌಕಾಪಡೆಯ ಸ್ಥಾಪನೆ ಭಾರತದ ಇತಿಹಾಸದಲ್ಲಿ ಮಹತ್ವದ ಅಧ್ಯಾಯ. ಸಮುದ್ರ ತೀರದ ರಕ್ಷಣೆಗಾಗಿ ಕೋಟೆಗಳನ್ನು ನಿರ್ಮಿಸಿದರು. ಸಿಂಧುದುರ್ಗ, ವಿಜಯದುರ್ಗದಂತಹ ಜಲದುರ್ಗಗಳು ಇಂದಿಗೂ ಅವರ ದೂರದೃಷ್ಟಿಗೆ ಸಾಕ್ಷಿಯಾಗಿ ನಿಂತಿವೆ. <box>705 959 927 1056</box>
date-block <box>1261 41 1497 108</box>
feature-col-4: ಕಸ್ತೂರಿಯ ರಣಾಂಗಣ ಕೋಟೆಯಿಂದ ಕುದಿಯುತ್ತಿತ್ತು. ಯಾವುದೇ ಮಾರ್ಗದಿಂದಲಾದರೂ ಶಿವಾಜಿಯನ್ನು ಮಣಿಸಬೇಕೆಂದು ಔರಂಗಜೇಬ ಸಂಕಲ್ಪ ಮಾಡಿದ್ದ. ಆದರೆ ಶಿವಾಜಿಯ ಚಾತುರ್ಯದ ಮುಂದೆ ಅವನ ಯೋಜನೆಗಳೆಲ್ಲವೂ ವಿಫಲವಾದವು. ಶಿವಾಜಿ ಮಹಾರಾಜರ ವ್ಯಕ್ತಿತ್ವದ ಬಗ್ಗೆ ಸ್ವತಃ ಅವರ ಶತ್ರುಗಳೇ ಮೆಚ್ಚುಗೆ ವ್ಯಕ್ತಪಡಿಸಿದ್ದಾರೆ. ಅವರ ಶಿಸ್ತು, ಪ್ರಾಮಾಣಿಕತೆ, ಧೈರ್ಯ ಎಲ್ಲವೂ ಅನುಕರಣೀಯ. ಈ ಕೃತಿಯಲ್ಲಿ ಲೇಖಕರು ಶಿವಾಜಿಯ ಬದುಕಿನ ಪ್ರಮುಖ ಘಟನೆಗಳನ್ನು ಅಧ್ಯಾಯಗಳಾಗಿ ವಿಂಗಡಿಸಿದ್ದಾರೆ. ಪ್ರತಿ ಅಧ್ಯಾಯವೂ ಒಂದು ಕಥೆಯಂತೆ ಓದಿಸಿಕೊಂಡು ಹೋಗುತ್ತದೆ. ಇತಿಹಾಸವನ್ನು ಓದುವುದೆಂದರೆ ದಿನಾಂಕಗಳನ್ನು ನೆನಪಿಟ್ಟುಕೊಳ್ಳುವುದಲ್ಲ; ಅದರಿಂದ ಪಾಠ ಕಲಿಯುವುದು. ಶಿವಾಜಿಯ ಬದುಕು ಇಂದಿನ ಯುವಜನರಿಗೆ ಆದರ್ಶ. ಸಂಘಟನೆ, ಶಿಸ್ತು, ದೇಶಪ್ರೇಮ ಇವುಗಳ ಪಾಠವನ್ನು ನಾವು ಅವರಿಂದ ಕಲಿಯಬೇಕು. ಒಟ್ಟಿನಲ್ಲಿ ರಣಧುರಂಧರ ಕನ್ನಡ ಓದುಗರಿಗೆ ಶಿವಾಜಿಯನ್ನು ಹೊಸದಾಗಿ ಪರಿಚಯಿಸುವ ಮಹತ್ವದ ಕೃತಿ. ಕ್ಷಾತ್ರದ ಭಿನ್ನ ವ್ಯಾಖ್ಯಾನವನ್ನು ಇದು ನೀಡುತ್ತದೆ. <box>1180 233 1494 598</box>
columnist-name: ಡಾ. ಸೋಲಾನ ಭಾಸ್ಕರ ಭಟ್ <box>275 1375 431 1400</box>
column-byline: ಸಂತೋಷ್ ತಮ್ಮಯ್ಯ <box>745 286 845 303</box>
